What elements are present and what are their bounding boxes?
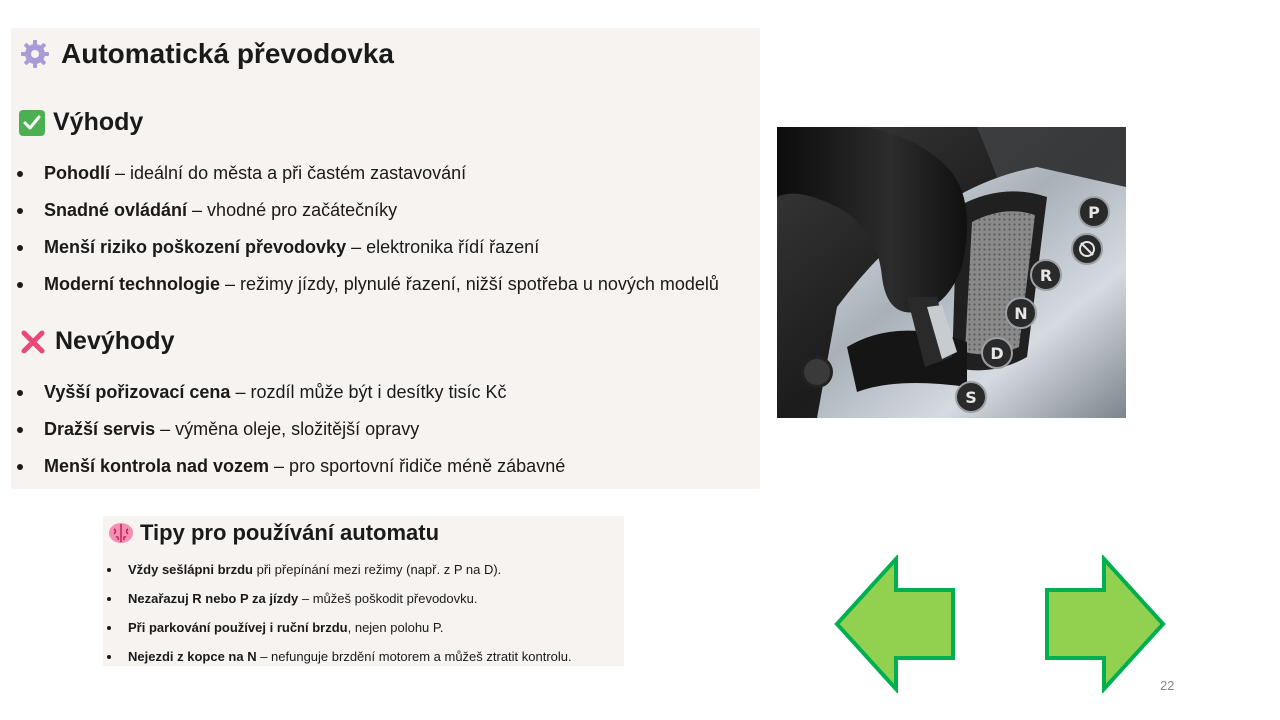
list-item xyxy=(11,456,565,476)
item-text: , nejen polohu P. xyxy=(347,620,444,635)
gear-p-button xyxy=(1079,197,1109,227)
list-item xyxy=(103,620,572,649)
advantages-list xyxy=(11,163,719,294)
list-item xyxy=(11,163,719,183)
list-item xyxy=(103,649,572,678)
disadvantages-heading: Nevýhody xyxy=(55,327,175,355)
gear-s-button xyxy=(956,382,986,412)
item-text: při přepínání mezi režimy (např. z P na D). xyxy=(252,562,502,577)
item-text: – elektronika řídí řazení xyxy=(346,237,540,257)
list-item xyxy=(11,382,565,402)
item-text: – režimy jízdy, plynulé řazení, nižší spotřeba u nových modelů xyxy=(220,274,719,294)
previous-arrow-button[interactable] xyxy=(833,555,957,693)
next-arrow-button[interactable] xyxy=(1043,555,1167,693)
item-text: – vhodné pro začátečníky xyxy=(187,200,398,220)
list-item xyxy=(103,591,572,620)
item-bold: Při parkování používej i ruční brzdu xyxy=(128,620,348,635)
advantages-heading-row xyxy=(19,108,143,137)
title-row xyxy=(19,38,394,70)
check-mark-icon xyxy=(19,110,45,136)
item-bold: Menší riziko poškození převodovky xyxy=(44,237,347,257)
gear-n-label: N xyxy=(1014,304,1028,323)
list-item xyxy=(11,200,719,220)
page-title: Automatická převodovka xyxy=(61,38,394,69)
brain-icon xyxy=(108,521,134,545)
item-bold: Dražší servis xyxy=(44,419,156,439)
item-text: – ideální do města a při častém zastavování xyxy=(110,163,467,183)
gear-d-label: D xyxy=(990,344,1004,363)
item-bold: Menší kontrola nad vozem xyxy=(44,456,270,476)
item-text: – rozdíl může být i desítky tisíc Kč xyxy=(230,382,507,402)
gear-s-label: S xyxy=(965,388,977,407)
item-bold: Nezařazuj R nebo P za jízdy xyxy=(128,591,299,606)
gear-shifter-photo xyxy=(777,127,1126,418)
item-text: – můžeš poškodit převodovku. xyxy=(298,591,478,606)
gear-shifter-illustration xyxy=(777,127,1126,418)
cross-mark-icon xyxy=(19,328,47,356)
gear-n-button xyxy=(1006,298,1036,328)
gear-r-button xyxy=(1031,260,1061,290)
tips-heading: Tipy pro používání automatu xyxy=(140,520,440,545)
gear-p-label: P xyxy=(1088,203,1100,222)
main-content-panel xyxy=(11,28,760,489)
list-item xyxy=(103,562,572,591)
gear-r-label: R xyxy=(1039,266,1053,285)
tips-list xyxy=(103,562,572,678)
page-number: 22 xyxy=(1160,678,1175,693)
list-item xyxy=(11,274,719,294)
item-bold: Moderní technologie xyxy=(44,274,221,294)
gear-d-button xyxy=(982,338,1012,368)
list-item xyxy=(11,237,719,257)
disadvantages-list xyxy=(11,382,565,476)
item-bold: Snadné ovládání xyxy=(44,200,188,220)
item-text: – výměna oleje, složitější opravy xyxy=(155,419,420,439)
advantages-heading: Výhody xyxy=(53,108,144,136)
item-text: – nefunguje brzdění motorem a můžeš ztratit kontrolu. xyxy=(256,649,572,664)
list-item xyxy=(11,419,565,439)
item-bold: Vždy sešlápni brzdu xyxy=(128,562,253,577)
gear-lock-button xyxy=(1072,234,1102,264)
item-bold: Pohodlí xyxy=(44,163,110,183)
item-bold: Nejezdi z kopce na N xyxy=(128,649,257,664)
disadvantages-heading-row xyxy=(19,327,174,356)
item-text: – pro sportovní řidiče méně zábavné xyxy=(269,456,566,476)
tips-panel xyxy=(103,516,624,666)
tips-heading-row xyxy=(108,520,439,546)
gear-icon xyxy=(19,38,51,70)
item-bold: Vyšší pořizovací cena xyxy=(44,382,231,402)
